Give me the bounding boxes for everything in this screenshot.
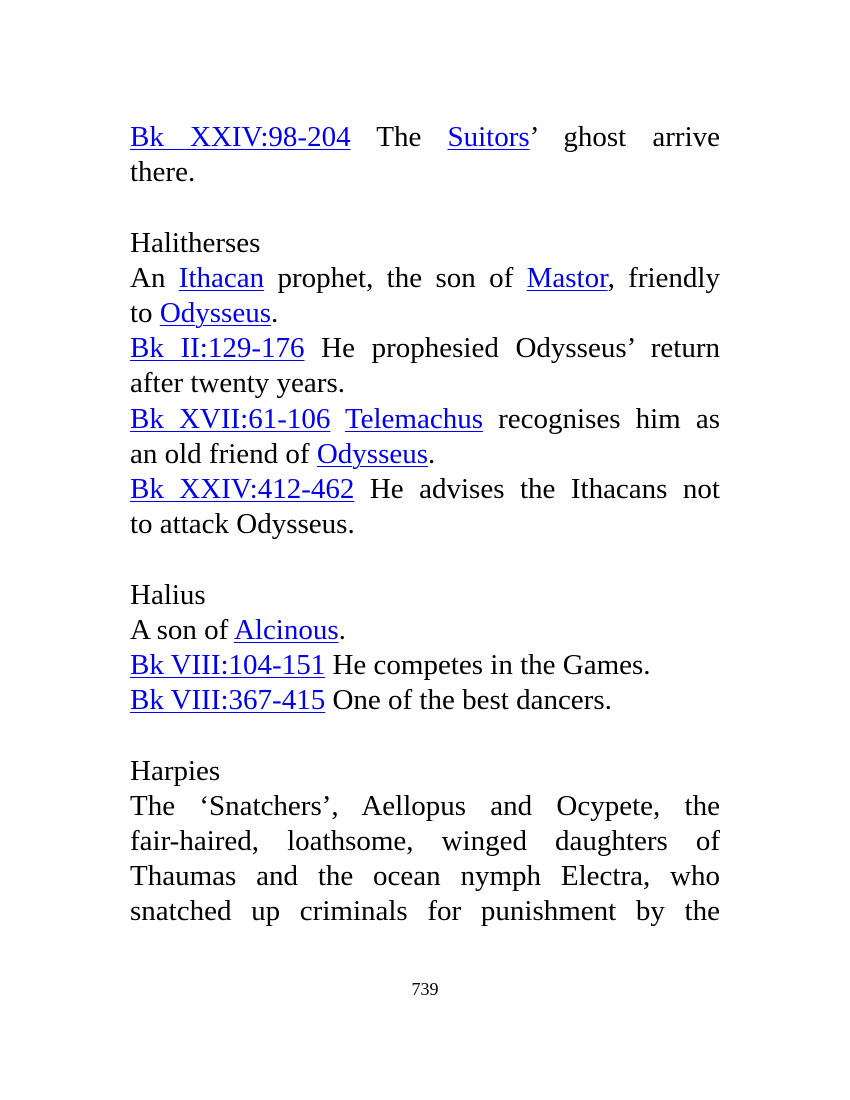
book-reference-link[interactable]: Bk VIII:104-151 bbox=[130, 649, 326, 682]
page-content bbox=[130, 120, 720, 930]
entry-text: ’ ghost arrive bbox=[529, 121, 721, 153]
entry-text: prophet, the son of bbox=[264, 261, 527, 294]
entry-text: to attack Odysseus. bbox=[130, 508, 355, 541]
entry-text: The bbox=[350, 121, 448, 153]
entry-line bbox=[130, 261, 720, 296]
entry-heading-harpies: Harpies bbox=[130, 754, 221, 787]
entry-line bbox=[130, 683, 720, 718]
entry-heading-halius: Halius bbox=[130, 578, 206, 611]
entry-line bbox=[130, 402, 720, 437]
entry-line: The ‘Snatchers’, Aellopus and Ocypete, the bbox=[130, 789, 720, 822]
entry-text: An bbox=[130, 261, 179, 294]
entry-line bbox=[130, 120, 720, 155]
entry-heading-halitherses: Halitherses bbox=[130, 226, 261, 259]
entry-line bbox=[130, 331, 720, 366]
entry-line: Thaumas and the ocean nymph Electra, who bbox=[130, 860, 720, 893]
entry-text: . bbox=[270, 297, 279, 329]
spacer bbox=[130, 190, 720, 225]
page-number: 739 bbox=[411, 979, 439, 999]
book-reference-link[interactable]: Bk VIII:367-415 bbox=[130, 684, 326, 717]
entry-text: , friendly bbox=[607, 261, 720, 294]
suitors-link[interactable]: Suitors bbox=[447, 121, 530, 153]
entry-text: after twenty years. bbox=[130, 367, 345, 400]
spacer bbox=[130, 718, 720, 753]
entry-text: A son of bbox=[130, 613, 234, 646]
entry-text: One of the best dancers. bbox=[325, 684, 612, 717]
entry-text: . bbox=[428, 437, 436, 470]
odysseus-link[interactable]: Odysseus bbox=[159, 297, 271, 329]
book-reference-link[interactable]: Bk XXIV:98-204 bbox=[130, 121, 351, 153]
entry-text: He advises the Ithacans not bbox=[354, 473, 720, 506]
entry-line: snatched up criminals for punishment by the bbox=[130, 895, 720, 928]
entry-text bbox=[330, 403, 345, 435]
entry-line bbox=[130, 366, 720, 401]
book-reference-link[interactable]: Bk XXIV:412-462 bbox=[130, 473, 355, 506]
entry-line bbox=[130, 648, 720, 683]
book-reference-link[interactable]: Bk II:129-176 bbox=[130, 332, 305, 365]
telemachus-link[interactable]: Telemachus bbox=[344, 402, 484, 435]
entry-line bbox=[130, 437, 720, 472]
spacer bbox=[130, 542, 720, 577]
entry-line bbox=[130, 613, 720, 648]
book-reference-link[interactable]: Bk XVII:61-106 bbox=[130, 402, 331, 435]
odysseus-link[interactable]: Odysseus bbox=[316, 437, 429, 470]
entry-text: there. bbox=[130, 156, 196, 189]
entry-text: He prophesied Odysseus’ return bbox=[304, 332, 720, 365]
alcinous-link[interactable]: Alcinous bbox=[233, 613, 339, 646]
entry-text: . bbox=[338, 613, 346, 646]
entry-line: fair-haired, loathsome, winged daughters of bbox=[130, 825, 720, 858]
entry-line bbox=[130, 507, 720, 542]
entry-text: to bbox=[130, 297, 160, 329]
entry-text: He competes in the Games. bbox=[325, 649, 651, 682]
entry-line bbox=[130, 472, 720, 507]
entry-line bbox=[130, 155, 720, 190]
ithacan-link[interactable]: Ithacan bbox=[178, 261, 265, 294]
entry-text: an old friend of bbox=[130, 437, 317, 470]
entry-text: recognises him as bbox=[483, 402, 720, 435]
entry-line bbox=[130, 296, 720, 331]
mastor-link[interactable]: Mastor bbox=[526, 261, 608, 294]
